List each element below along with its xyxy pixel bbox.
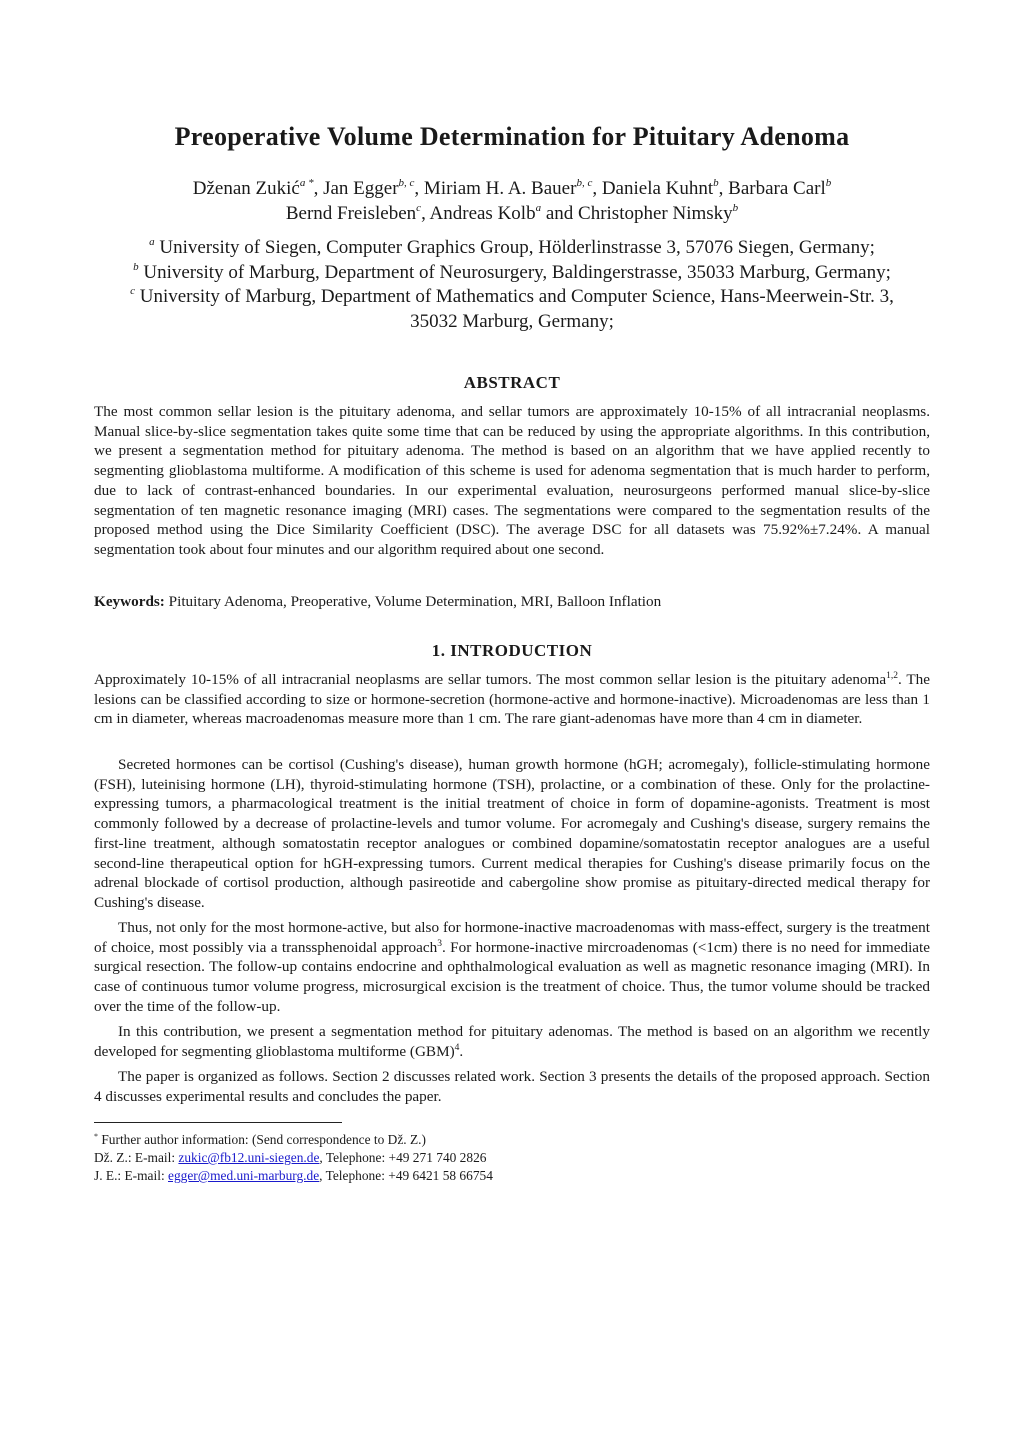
author-affil-mark: c (416, 202, 422, 214)
author-affil-mark: b (732, 202, 739, 214)
author-line-1: Dženan Zukić$^{a *}$, Jan Egger$^{b, c}$, Miriam H. A. Bauer$^{b, c}$, Daniela Kuhnt$^b$, Barbara Carl$^b$ (192, 177, 832, 199)
citation-ref: 4 (454, 1042, 460, 1053)
author-name: Jan Egger (323, 178, 399, 199)
author-affil-mark: b, c (576, 177, 593, 189)
author-affil-mark: b, c (398, 177, 415, 189)
intro-paragraph-5: The paper is organized as follows. Section 2 discusses related work. Section 3 presents the details of the proposed approach. Section 4 discusses experimental results and concludes the paper. (94, 1068, 930, 1105)
intro-paragraph-3 (94, 918, 930, 1017)
footnote-text: , Telephone: +49 271 740 2826 (319, 1150, 487, 1165)
intro-p3-text-cont: . For hormone-inactive mircroadenomas (<1cm) there is no need for immediate surgical resection. The follow-up contains endocrine and ophthalmological evaluation as well as magnetic resonance imaging (MRI). In case of continuous tumor volume progress, microsurgical excision is the treatment of choice. Thus, the tumor volume should be tracked over the time of the follow-up. (94, 938, 930, 1015)
author-name: Andreas Kolb (429, 203, 536, 224)
keywords-label: Keywords: (94, 593, 165, 610)
email-link-zukic[interactable]: zukic@fb12.uni-siegen.de (178, 1150, 320, 1165)
author-name: Christopher Nimsky (578, 203, 733, 224)
keywords-text: Pituitary Adenoma, Preoperative, Volume Determination, MRI, Balloon Inflation (164, 593, 662, 610)
affiliation-text: 35032 Marburg, Germany; (410, 310, 614, 332)
author-name: Miriam H. A. Bauer (423, 178, 577, 199)
affiliation-text: University of Siegen, Computer Graphics Group, Hölderlinstrasse 3, 57076 Siegen, Germany; (154, 237, 875, 258)
author-conjunction: and (541, 203, 579, 224)
intro-p4-text-cont: . (459, 1042, 464, 1060)
footnote-mark: * (94, 1132, 98, 1141)
introduction-heading: 1. INTRODUCTION (431, 641, 593, 660)
paper-title: Preoperative Volume Determination for Pituitary Adenoma (174, 122, 850, 151)
affiliation-item (80, 261, 944, 286)
footnote-1 (94, 1131, 930, 1149)
email-link-egger[interactable]: egger@med.uni-marburg.de (168, 1168, 320, 1183)
author-affil-mark: a * (299, 177, 314, 189)
affiliation-text: University of Marburg, Department of Mathematics and Computer Science, Hans-Meerwein-Str. 3, (134, 286, 894, 307)
citation-ref: 1,2 (886, 671, 898, 681)
author-name: Bernd Freisleben (285, 203, 417, 224)
footnote-text: , Telephone: +49 6421 58 66754 (319, 1168, 493, 1183)
intro-paragraph-2: Secreted hormones can be cortisol (Cushing's disease), human growth hormone (hGH; acromegaly), follicle-stimulating hormone (FSH), luteinising hormone (LH), thyroid-stimulating hormone (TSH), prolactine, or a combination of these. Only for the prolactine-expressing tumors, a pharmacological treatment is the initial treatment of choice in form of dopamine-agonists. Treatment is most commonly followed by a decrease of prolactine-levels and tumor volume. For acromegaly and Cushing's disease, surgery remains the first-line treatment, although somatostatin receptor analogues or combined dopamine/somatostatin receptor analogues are a useful second-line therapeutical option for hGH-expressing tumors. Current medical therapies for Cushing's disease primarily focus on the adrenal blockade of cortisol production, although pasireotide and cabergoline show promise as pituitary-directed medical therapy for Cushing's disease. (94, 756, 930, 911)
author-name: Dženan Zukić (192, 178, 300, 199)
affiliation-mark: b (133, 260, 139, 273)
author-name: Barbara Carl (728, 178, 826, 199)
intro-p1-text-cont: . The lesions can be classified according to size or hormone-secretion (hormone-active and hormone-inactive). Microadenomas are less than 1 cm in diameter, whereas macroadenomas measure more than 1 cm. The rare giant-adenomas have more than 4 cm in diameter. (94, 671, 930, 728)
intro-p4-text: In this contribution, we present a segmentation method for pituitary adenomas. The method is based on an algorithm we recently developed for segmenting glioblastoma multiforme (GBM) (94, 1023, 930, 1060)
author-affil-mark: a (535, 202, 542, 214)
intro-p3-text: Thus, not only for the most hormone-active, but also for hormone-inactive macroadenomas with mass-effect, surgery is the treatment of choice, most possibly via a transsphenoidal approach (94, 919, 930, 956)
abstract-text: The most common sellar lesion is the pituitary adenoma, and sellar tumors are approximately 10-15% of all intracranial neoplasms. Manual slice-by-slice segmentation takes quite some time that can be reduced by using the appropriate algorithms. In this contribution, we present a segmentation method for pituitary adenoma. The method is based on an algorithm that we have applied recently to segmenting glioblastoma multiforme. A modification of this scheme is used for adenoma segmentation that is much harder to perform, due to lack of contrast-enhanced boundaries. In our experimental evaluation, neurosurgeons performed manual slice-by-slice segmentation of ten magnetic resonance imaging (MRI) cases. The segmentations were compared to the segmentation results of the proposed method using the Dice Similarity Coefficient (DSC). The average DSC for all datasets was 75.92%±7.24%. A manual segmentation took about four minutes and our algorithm required about one second. (94, 403, 930, 558)
author-affil-mark: b (713, 177, 719, 189)
affiliation-text: University of Marburg, Department of Neurosurgery, Baldingerstrasse, 35033 Marburg, Germany; (138, 261, 891, 283)
footnote-3 (94, 1167, 930, 1185)
affiliation-mark: c (130, 285, 135, 297)
abstract-heading: ABSTRACT (463, 373, 561, 392)
affiliation-list (80, 236, 944, 334)
affiliation-item (80, 285, 944, 310)
intro-paragraph-1 (94, 670, 930, 729)
footnote-text: Dž. Z.: E-mail: (94, 1150, 179, 1165)
keywords-line (94, 592, 930, 612)
affiliation-item (80, 310, 944, 335)
footnote-divider (94, 1122, 342, 1123)
intro-p1-text: Approximately 10-15% of all intracranial neoplasms are sellar tumors. The most common sellar lesion is the pituitary adenoma (94, 671, 887, 688)
author-line-2: Bernd Freisleben$^c$, Andreas Kolb$^a$ and Christopher Nimsky$^b$ (285, 202, 739, 224)
affiliation-mark: a (149, 236, 155, 248)
affiliation-item (80, 236, 944, 261)
citation-ref: 3 (437, 938, 442, 949)
footnote-text: Further author information: (Send correspondence to Dž. Z.) (98, 1132, 426, 1147)
author-affil-mark: b (825, 177, 832, 189)
footnote-text: J. E.: E-mail: (94, 1168, 169, 1183)
footnote-2 (94, 1149, 930, 1167)
intro-paragraph-4 (94, 1022, 930, 1061)
author-name: Daniela Kuhnt (601, 178, 714, 199)
author-list (60, 176, 964, 226)
